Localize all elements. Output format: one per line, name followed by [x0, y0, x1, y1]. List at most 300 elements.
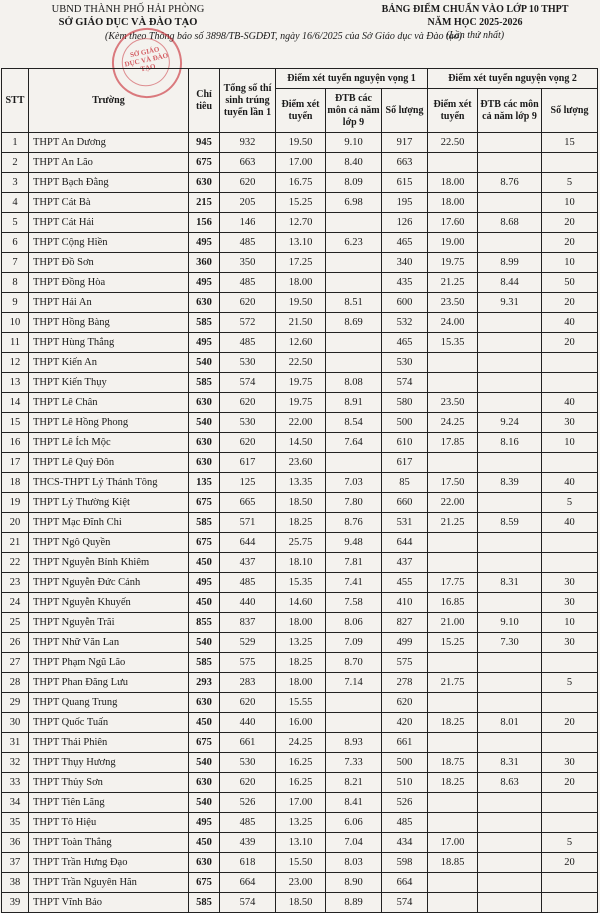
cell-nv1-count: 575: [382, 653, 428, 673]
cell-nv2-count: 40: [542, 313, 598, 333]
cell-stt: 21: [2, 533, 29, 553]
cell-nv1-dtb: 7.64: [326, 433, 382, 453]
cell-nv1-score: 15.55: [276, 693, 326, 713]
cell-quota: 450: [189, 593, 220, 613]
col-group-nv1: Điểm xét tuyển nguyện vọng 1: [276, 69, 428, 89]
cell-nv2-dtb: 8.31: [478, 753, 542, 773]
cell-nv1-count: 500: [382, 413, 428, 433]
cell-quota: 675: [189, 733, 220, 753]
table-row: [2, 733, 598, 753]
cell-nv2-count: [542, 653, 598, 673]
cell-nv1-dtb: 8.09: [326, 173, 382, 193]
cell-nv1-score: 17.00: [276, 153, 326, 173]
table-row: [2, 153, 598, 173]
cell-total-admitted: 620: [220, 173, 276, 193]
table-row: [2, 593, 598, 613]
cell-school-name: THPT Tiên Lãng: [29, 793, 189, 813]
cell-nv2-count: 40: [542, 473, 598, 493]
cell-quota: 585: [189, 313, 220, 333]
cell-nv1-count: 620: [382, 693, 428, 713]
cell-quota: 540: [189, 353, 220, 373]
cell-nv2-dtb: [478, 813, 542, 833]
cell-nv2-score: 23.50: [428, 393, 478, 413]
cell-nv1-count: 598: [382, 853, 428, 873]
cell-nv1-dtb: 7.80: [326, 493, 382, 513]
col-school: Trường: [29, 69, 189, 133]
cell-school-name: THCS-THPT Lý Thánh Tông: [29, 473, 189, 493]
cell-nv1-count: 526: [382, 793, 428, 813]
cell-school-name: THPT Hải An: [29, 293, 189, 313]
cell-nv2-score: 16.85: [428, 593, 478, 613]
cell-nv2-dtb: [478, 233, 542, 253]
cell-nv2-dtb: [478, 353, 542, 373]
cell-stt: 18: [2, 473, 29, 493]
cell-nv2-score: 17.00: [428, 833, 478, 853]
cell-stt: 2: [2, 153, 29, 173]
cell-nv2-score: 24.00: [428, 313, 478, 333]
cell-nv1-dtb: 7.81: [326, 553, 382, 573]
cell-nv2-score: [428, 653, 478, 673]
cell-total-admitted: 574: [220, 893, 276, 913]
cell-nv2-count: 5: [542, 833, 598, 853]
cell-total-admitted: 665: [220, 493, 276, 513]
cell-nv2-dtb: [478, 693, 542, 713]
cell-quota: 630: [189, 433, 220, 453]
table-row: [2, 413, 598, 433]
cell-nv2-score: 17.75: [428, 573, 478, 593]
table-row: [2, 253, 598, 273]
cell-school-name: THPT Phan Đăng Lưu: [29, 673, 189, 693]
cell-nv1-dtb: 8.51: [326, 293, 382, 313]
cell-nv1-dtb: 8.76: [326, 513, 382, 533]
cell-stt: 11: [2, 333, 29, 353]
cell-quota: 495: [189, 333, 220, 353]
cell-stt: 10: [2, 313, 29, 333]
cell-nv1-score: 13.25: [276, 813, 326, 833]
cell-nv1-count: 574: [382, 373, 428, 393]
cell-school-name: THPT Nguyễn Khuyến: [29, 593, 189, 613]
cell-nv1-score: 15.35: [276, 573, 326, 593]
cell-nv1-count: 663: [382, 153, 428, 173]
table-row: [2, 533, 598, 553]
document-header: [0, 0, 600, 74]
cell-nv2-score: 19.75: [428, 253, 478, 273]
cell-total-admitted: 572: [220, 313, 276, 333]
table-row: [2, 173, 598, 193]
cell-quota: 495: [189, 813, 220, 833]
cell-nv1-count: 615: [382, 173, 428, 193]
cell-nv1-score: 14.50: [276, 433, 326, 453]
cell-nv2-score: [428, 873, 478, 893]
cell-school-name: THPT Hồng Bàng: [29, 313, 189, 333]
table-row: [2, 393, 598, 413]
cell-nv2-count: 30: [542, 593, 598, 613]
cell-nv2-score: 24.25: [428, 413, 478, 433]
cell-nv2-dtb: [478, 853, 542, 873]
cell-nv2-dtb: [478, 793, 542, 813]
cell-total-admitted: 620: [220, 293, 276, 313]
cell-nv2-score: 15.25: [428, 633, 478, 653]
cell-quota: 675: [189, 493, 220, 513]
cell-school-name: THPT Nguyễn Bỉnh Khiêm: [29, 553, 189, 573]
cell-quota: 360: [189, 253, 220, 273]
cell-quota: 540: [189, 633, 220, 653]
cell-stt: 3: [2, 173, 29, 193]
cell-stt: 13: [2, 373, 29, 393]
col-stt: STT: [2, 69, 29, 133]
col-total-admitted: Tổng số thí sinh trúng tuyển lần 1: [220, 69, 276, 133]
cell-nv1-dtb: 7.33: [326, 753, 382, 773]
cell-nv2-score: 18.00: [428, 193, 478, 213]
cell-nv2-count: 5: [542, 493, 598, 513]
cell-nv1-count: 434: [382, 833, 428, 853]
cell-nv2-score: 21.75: [428, 673, 478, 693]
cell-nv2-count: [542, 733, 598, 753]
cell-nv1-count: 660: [382, 493, 428, 513]
round-label: (Lần thứ nhất): [445, 30, 505, 41]
table-row: [2, 373, 598, 393]
cell-total-admitted: 620: [220, 693, 276, 713]
cell-nv2-count: 40: [542, 513, 598, 533]
cell-nv1-dtb: 7.14: [326, 673, 382, 693]
cell-nv1-count: 340: [382, 253, 428, 273]
col-nv1-dtb: ĐTB các môn cả năm lớp 9: [326, 89, 382, 133]
cell-nv2-score: [428, 153, 478, 173]
cell-nv1-dtb: 7.41: [326, 573, 382, 593]
cell-nv1-dtb: 8.90: [326, 873, 382, 893]
cell-nv2-dtb: 8.76: [478, 173, 542, 193]
cell-school-name: THPT Lý Thường Kiệt: [29, 493, 189, 513]
cell-quota: 293: [189, 673, 220, 693]
cell-total-admitted: 644: [220, 533, 276, 553]
cell-nv1-count: 465: [382, 333, 428, 353]
cell-nv1-dtb: 6.23: [326, 233, 382, 253]
cell-nv2-dtb: [478, 373, 542, 393]
cell-nv1-count: 617: [382, 453, 428, 473]
cell-nv1-dtb: 7.04: [326, 833, 382, 853]
cell-nv2-count: 30: [542, 413, 598, 433]
cell-nv1-dtb: 7.03: [326, 473, 382, 493]
table-row: [2, 713, 598, 733]
cell-nv1-count: 532: [382, 313, 428, 333]
cell-stt: 28: [2, 673, 29, 693]
table-row: [2, 213, 598, 233]
cell-nv2-score: [428, 553, 478, 573]
cell-school-name: THPT Mạc Đĩnh Chi: [29, 513, 189, 533]
cell-nv1-count: 455: [382, 573, 428, 593]
cell-quota: 215: [189, 193, 220, 213]
issuer-block: [28, 3, 228, 29]
table-row: [2, 793, 598, 813]
cell-quota: 495: [189, 273, 220, 293]
cell-nv1-score: 18.00: [276, 673, 326, 693]
cell-nv2-dtb: [478, 493, 542, 513]
cell-quota: 540: [189, 413, 220, 433]
cell-nv1-score: 18.00: [276, 613, 326, 633]
cell-total-admitted: 485: [220, 273, 276, 293]
cell-quota: 495: [189, 233, 220, 253]
cell-nv1-score: 18.25: [276, 513, 326, 533]
cell-nv1-count: 600: [382, 293, 428, 313]
cell-nv1-count: 827: [382, 613, 428, 633]
cell-nv2-score: [428, 693, 478, 713]
table-row: [2, 193, 598, 213]
stamp-text: SỞ GIÁO DỤC VÀ ĐÀO TẠO: [123, 45, 169, 74]
cell-nv1-score: 18.50: [276, 893, 326, 913]
cell-nv2-dtb: 8.44: [478, 273, 542, 293]
cell-school-name: THPT Lê Quý Đôn: [29, 453, 189, 473]
cell-total-admitted: 146: [220, 213, 276, 233]
cell-nv1-dtb: 8.93: [326, 733, 382, 753]
cell-school-name: THPT Ngô Quyền: [29, 533, 189, 553]
cell-school-name: THPT An Dương: [29, 133, 189, 153]
table-row: [2, 493, 598, 513]
cell-quota: 630: [189, 773, 220, 793]
cell-nv1-dtb: 8.40: [326, 153, 382, 173]
cell-stt: 31: [2, 733, 29, 753]
cell-nv2-count: 20: [542, 773, 598, 793]
cell-nv1-count: 510: [382, 773, 428, 793]
col-nv1-score: Điểm xét tuyển: [276, 89, 326, 133]
cell-nv2-score: [428, 893, 478, 913]
cell-nv2-dtb: [478, 393, 542, 413]
cell-nv2-score: 21.25: [428, 513, 478, 533]
reference-note: (Kèm theo Thông báo số 3898/TB-SGDĐT, ngày 16/6/2025 của Sở Giáo dục và Đào tạo): [105, 31, 463, 42]
cell-nv1-count: 661: [382, 733, 428, 753]
cell-nv1-dtb: 8.08: [326, 373, 382, 393]
cell-stt: 25: [2, 613, 29, 633]
cell-nv2-count: 5: [542, 173, 598, 193]
cell-nv2-dtb: [478, 553, 542, 573]
cell-nv2-score: 18.00: [428, 173, 478, 193]
cell-nv1-count: 435: [382, 273, 428, 293]
cell-nv1-dtb: 8.70: [326, 653, 382, 673]
cell-nv2-dtb: [478, 533, 542, 553]
cell-nv2-score: [428, 793, 478, 813]
cell-nv2-count: 30: [542, 573, 598, 593]
cell-school-name: THPT Hùng Thắng: [29, 333, 189, 353]
cell-stt: 9: [2, 293, 29, 313]
cell-nv1-count: 410: [382, 593, 428, 613]
cell-nv2-count: 10: [542, 253, 598, 273]
cell-nv2-score: [428, 453, 478, 473]
cell-nv1-score: 19.75: [276, 373, 326, 393]
cell-nv2-score: 18.85: [428, 853, 478, 873]
cell-school-name: THPT Trần Hưng Đạo: [29, 853, 189, 873]
cell-total-admitted: 125: [220, 473, 276, 493]
cell-total-admitted: 837: [220, 613, 276, 633]
cell-nv1-score: 19.50: [276, 293, 326, 313]
cell-nv2-score: 22.00: [428, 493, 478, 513]
cell-quota: 585: [189, 893, 220, 913]
cell-total-admitted: 526: [220, 793, 276, 813]
cell-total-admitted: 618: [220, 853, 276, 873]
cell-nv2-dtb: [478, 313, 542, 333]
cell-total-admitted: 571: [220, 513, 276, 533]
cell-school-name: THPT Cộng Hiền: [29, 233, 189, 253]
table-row: [2, 473, 598, 493]
cell-nv2-dtb: [478, 593, 542, 613]
cell-school-name: THPT Đồng Hòa: [29, 273, 189, 293]
cell-nv2-dtb: 8.59: [478, 513, 542, 533]
cell-nv1-count: 574: [382, 893, 428, 913]
cell-quota: 630: [189, 293, 220, 313]
cell-nv1-count: 644: [382, 533, 428, 553]
cell-nv2-dtb: 8.39: [478, 473, 542, 493]
cell-nv1-score: 13.10: [276, 833, 326, 853]
document-title: BẢNG ĐIỂM CHUẨN VÀO LỚP 10 THPT: [381, 4, 569, 15]
cell-quota: 630: [189, 693, 220, 713]
cell-nv2-dtb: 8.16: [478, 433, 542, 453]
cell-nv2-dtb: 8.99: [478, 253, 542, 273]
cell-nv1-dtb: [326, 453, 382, 473]
cell-nv1-dtb: [326, 353, 382, 373]
cell-school-name: THPT Tô Hiệu: [29, 813, 189, 833]
cell-quota: 450: [189, 553, 220, 573]
cell-total-admitted: 485: [220, 813, 276, 833]
cell-stt: 30: [2, 713, 29, 733]
cell-nv2-dtb: [478, 673, 542, 693]
cell-nv1-dtb: 6.06: [326, 813, 382, 833]
cell-nv2-dtb: [478, 733, 542, 753]
table-row: [2, 753, 598, 773]
table-row: [2, 853, 598, 873]
cell-nv2-dtb: [478, 873, 542, 893]
cell-stt: 7: [2, 253, 29, 273]
cell-nv2-count: 50: [542, 273, 598, 293]
table-row: [2, 613, 598, 633]
cell-stt: 35: [2, 813, 29, 833]
cell-quota: 450: [189, 713, 220, 733]
cell-nv1-score: 16.25: [276, 773, 326, 793]
cell-nv1-score: 18.25: [276, 653, 326, 673]
cell-total-admitted: 440: [220, 713, 276, 733]
cell-nv2-count: [542, 533, 598, 553]
cell-nv2-score: 15.35: [428, 333, 478, 353]
cell-nv1-score: 23.00: [276, 873, 326, 893]
cell-school-name: THPT Nhữ Văn Lan: [29, 633, 189, 653]
cell-nv2-score: [428, 353, 478, 373]
cell-nv2-count: 30: [542, 633, 598, 653]
cell-quota: 585: [189, 513, 220, 533]
cell-stt: 16: [2, 433, 29, 453]
cell-nv1-score: 14.60: [276, 593, 326, 613]
cell-stt: 4: [2, 193, 29, 213]
table-row: [2, 513, 598, 533]
col-nv2-score: Điểm xét tuyển: [428, 89, 478, 133]
cell-total-admitted: 530: [220, 353, 276, 373]
cell-nv2-count: 20: [542, 853, 598, 873]
cell-school-name: THPT Trần Nguyên Hãn: [29, 873, 189, 893]
cell-stt: 12: [2, 353, 29, 373]
table-row: [2, 353, 598, 373]
cell-nv1-dtb: 8.06: [326, 613, 382, 633]
cell-nv2-count: [542, 693, 598, 713]
cell-stt: 33: [2, 773, 29, 793]
cell-stt: 29: [2, 693, 29, 713]
cell-nv1-count: 499: [382, 633, 428, 653]
cell-total-admitted: 932: [220, 133, 276, 153]
cell-nv1-score: 21.50: [276, 313, 326, 333]
col-nv1-count: Số lượng: [382, 89, 428, 133]
cell-nv2-count: [542, 353, 598, 373]
cell-nv1-dtb: 8.03: [326, 853, 382, 873]
cell-nv1-score: 25.75: [276, 533, 326, 553]
table-row: [2, 893, 598, 913]
cell-school-name: THPT Kiến Thụy: [29, 373, 189, 393]
cell-nv1-count: 278: [382, 673, 428, 693]
cell-nv1-score: 15.50: [276, 853, 326, 873]
cell-nv2-score: 22.50: [428, 133, 478, 153]
cell-nv2-count: 20: [542, 333, 598, 353]
cell-quota: 675: [189, 873, 220, 893]
cell-nv2-count: 20: [542, 213, 598, 233]
cell-stt: 20: [2, 513, 29, 533]
cell-nv1-dtb: 7.58: [326, 593, 382, 613]
cell-school-name: THPT Nguyễn Trãi: [29, 613, 189, 633]
cell-school-name: THPT Quốc Tuấn: [29, 713, 189, 733]
cell-nv2-count: 10: [542, 613, 598, 633]
cell-nv1-score: 22.00: [276, 413, 326, 433]
cell-school-name: THPT Cát Bà: [29, 193, 189, 213]
cell-total-admitted: 283: [220, 673, 276, 693]
table-row: [2, 433, 598, 453]
cell-nv2-count: 30: [542, 753, 598, 773]
cell-nv2-dtb: [478, 893, 542, 913]
cell-nv2-dtb: [478, 833, 542, 853]
cell-nv2-count: [542, 793, 598, 813]
cell-nv2-score: 18.25: [428, 713, 478, 733]
cell-quota: 675: [189, 533, 220, 553]
cell-stt: 19: [2, 493, 29, 513]
cell-nv1-dtb: 9.48: [326, 533, 382, 553]
cell-nv2-count: 20: [542, 293, 598, 313]
table-row: [2, 873, 598, 893]
cell-total-admitted: 350: [220, 253, 276, 273]
cell-nv1-count: 85: [382, 473, 428, 493]
cell-quota: 156: [189, 213, 220, 233]
cell-school-name: THPT Thái Phiên: [29, 733, 189, 753]
cell-nv1-score: 16.00: [276, 713, 326, 733]
cell-nv2-dtb: 8.31: [478, 573, 542, 593]
table-row: [2, 773, 598, 793]
cell-nv2-dtb: 7.30: [478, 633, 542, 653]
cell-nv1-count: 195: [382, 193, 428, 213]
cell-total-admitted: 485: [220, 333, 276, 353]
table-row: [2, 653, 598, 673]
cell-nv2-dtb: [478, 653, 542, 673]
cell-nv2-dtb: [478, 453, 542, 473]
cell-quota: 630: [189, 393, 220, 413]
cell-nv1-score: 18.10: [276, 553, 326, 573]
table-row: [2, 553, 598, 573]
table-row: [2, 673, 598, 693]
cell-total-admitted: 663: [220, 153, 276, 173]
department-name: SỞ GIÁO DỤC VÀ ĐÀO TẠO: [58, 17, 198, 28]
cell-school-name: THPT Thụy Hương: [29, 753, 189, 773]
cell-nv1-score: 16.75: [276, 173, 326, 193]
cell-stt: 39: [2, 893, 29, 913]
table-row: [2, 573, 598, 593]
cell-nv2-dtb: 8.63: [478, 773, 542, 793]
cell-total-admitted: 530: [220, 753, 276, 773]
cell-nv1-count: 485: [382, 813, 428, 833]
cell-nv2-count: 10: [542, 433, 598, 453]
col-nv2-count: Số lượng: [542, 89, 598, 133]
cell-nv2-count: 20: [542, 233, 598, 253]
cell-total-admitted: 664: [220, 873, 276, 893]
table-row: [2, 293, 598, 313]
